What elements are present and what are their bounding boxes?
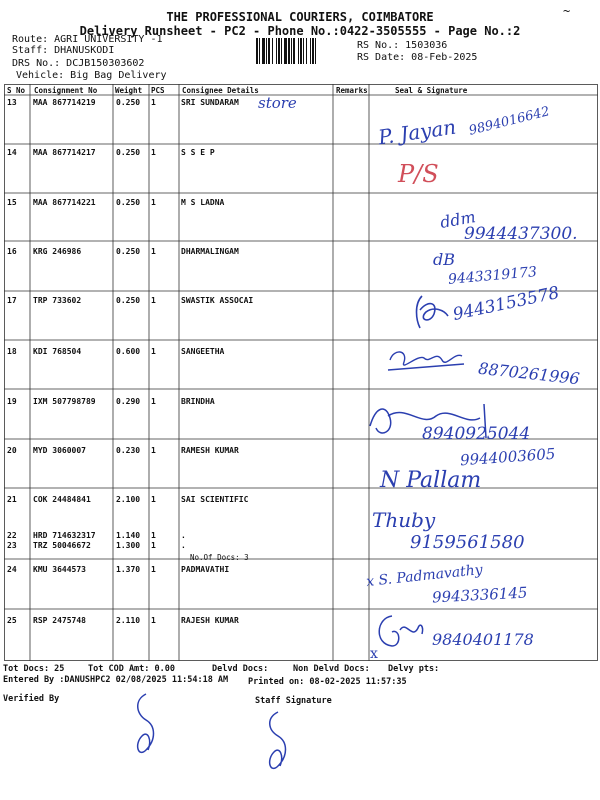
- row-weight: 2.110: [116, 616, 141, 625]
- row-consignment: TRP 733602: [33, 296, 82, 305]
- handwritten-phone: 8870261996: [477, 358, 581, 389]
- row-weight: 0.250: [116, 98, 141, 107]
- row-pcs: 1: [151, 541, 156, 550]
- row-consignee: RAJESH KUMAR: [181, 616, 239, 625]
- row-consignment: KRG 246986: [33, 247, 82, 256]
- handwritten-signature-scribble: [410, 290, 450, 332]
- row-consignee: SAI SCIENTIFIC: [181, 495, 249, 504]
- document-subtitle: Delivery Runsheet - PC2 - Phone No.:0422-3505555 - Page No.:2: [79, 24, 521, 38]
- row-consignee: .: [181, 541, 186, 550]
- handwritten-signature-scribble: [384, 344, 466, 376]
- row-pcs: 1: [151, 531, 156, 540]
- row-weight: 1.140: [116, 531, 141, 540]
- row-weight: 2.100: [116, 495, 141, 504]
- row-pcs: 1: [151, 446, 156, 455]
- corner-pen-mark: ~: [563, 4, 571, 18]
- row-weight: 0.250: [116, 296, 141, 305]
- col-header-consignment: Consignment No: [34, 86, 98, 95]
- handwritten-signature: x S. Padmavathy: [365, 561, 484, 591]
- row-pcs: 1: [151, 397, 156, 406]
- row-consignee: M S LADNA: [181, 198, 225, 207]
- row-sno: 17: [7, 296, 17, 305]
- entered-by: Entered By :DANUSHPC2 02/08/2025 11:54:18 AM: [3, 675, 229, 685]
- handwritten-signature: P. Jayan: [376, 114, 458, 150]
- document-title: THE PROFESSIONAL COURIERS, COIMBATORE: [166, 10, 434, 24]
- handwritten-phone: 9159561580: [410, 532, 525, 553]
- row-weight: 0.250: [116, 247, 141, 256]
- staff-label: Staff: DHANUSKODI: [12, 45, 115, 56]
- row-sno: 25: [7, 616, 17, 625]
- row-consignee: SANGEETHA: [181, 347, 225, 356]
- verified-by-label: Verified By: [3, 694, 60, 704]
- handwritten-signature: N Pallam: [380, 468, 482, 493]
- barcode-image: [256, 38, 350, 64]
- row-consignee: DHARMALINGAM: [181, 247, 239, 256]
- handwritten-store-note: store: [258, 94, 297, 112]
- row-sno: 21: [7, 495, 17, 504]
- row-weight: 0.290: [116, 397, 141, 406]
- handwritten-phone: 9840401178: [432, 630, 534, 649]
- row-sno: 22: [7, 531, 17, 540]
- row-consignment: KDI 768504: [33, 347, 82, 356]
- rs-date: RS Date: 08-Feb-2025: [357, 52, 478, 63]
- row-sno: 13: [7, 98, 17, 107]
- handwritten-phone: 9443153578: [451, 282, 562, 326]
- row-consignment: MYD 3060007: [33, 446, 86, 455]
- row-sno: 14: [7, 148, 17, 157]
- row-pcs: 1: [151, 565, 156, 574]
- row-pcs: 1: [151, 347, 156, 356]
- staff-signature-label: Staff Signature: [255, 696, 332, 706]
- row-sno: 15: [7, 198, 17, 207]
- total-cod-amount: Tot COD Amt: 0.00: [88, 664, 175, 674]
- row-pcs: 1: [151, 247, 156, 256]
- row-consignee: SRI SUNDARAM: [181, 98, 239, 107]
- row-consignee: BRINDHA: [181, 397, 215, 406]
- handwritten-phone: 9443319173: [447, 264, 538, 288]
- row-consignee: PADMAVATHI: [181, 565, 230, 574]
- row-pcs: 1: [151, 198, 156, 207]
- delivered-docs: Delvd Docs:: [212, 664, 269, 674]
- row-pcs: 1: [151, 495, 156, 504]
- row-consignment: MAA 867714221: [33, 198, 96, 207]
- row-consignment: COK 24484841: [33, 495, 91, 504]
- row-sno: 23: [7, 541, 17, 550]
- staff-signature-scribble: [262, 708, 292, 778]
- handwritten-signature: Thuby: [372, 508, 436, 532]
- route-label: Route: AGRI UNIVERSITY -1: [12, 34, 163, 45]
- col-header-weight: Weight: [115, 86, 143, 95]
- row-pcs: 1: [151, 148, 156, 157]
- non-delivered-docs: Non Delvd Docs:: [293, 664, 370, 674]
- row-sno: 20: [7, 446, 17, 455]
- row-sno: 19: [7, 397, 17, 406]
- row-consignee: SWASTIK ASSOCAI: [181, 296, 254, 305]
- row-consignee: S S E P: [181, 148, 215, 157]
- row-weight: 1.370: [116, 565, 141, 574]
- printed-on: Printed on: 08-02-2025 11:57:35: [248, 677, 407, 687]
- verifier-signature-scribble: [130, 690, 160, 762]
- row-consignment: TRZ 50046672: [33, 541, 91, 550]
- handwritten-phone: 9944003605: [459, 444, 556, 470]
- vehicle-label: Vehicle: Big Bag Delivery: [16, 70, 167, 81]
- handwritten-phone: 9943336145: [431, 583, 528, 607]
- handwritten-ps-mark: P/S: [398, 160, 439, 188]
- row-weight: 0.250: [116, 198, 141, 207]
- row-consignment: HRD 714632317: [33, 531, 96, 540]
- row-weight: 1.300: [116, 541, 141, 550]
- delivery-points: Delvy pts:: [388, 664, 440, 674]
- row-sno: 16: [7, 247, 17, 256]
- no-of-docs-note: No.Of Docs: 3: [190, 553, 249, 562]
- row-sno: 18: [7, 347, 17, 356]
- row-consignee: .: [181, 531, 186, 540]
- row-consignment: MAA 867714217: [33, 148, 96, 157]
- row-pcs: 1: [151, 616, 156, 625]
- handwritten-phone: 8940925044: [422, 424, 531, 444]
- row-weight: 0.230: [116, 446, 141, 455]
- col-header-pcs: PCS: [151, 86, 165, 95]
- col-header-consignee: Consignee Details: [182, 86, 259, 95]
- handwritten-signature-scribble: [372, 610, 426, 650]
- row-weight: 0.600: [116, 347, 141, 356]
- row-consignment: MAA 867714219: [33, 98, 96, 107]
- handwritten-signature: dB: [433, 250, 455, 269]
- col-header-remarks: Remarks: [336, 86, 368, 95]
- row-consignment: IXM 507798789: [33, 397, 96, 406]
- drs-number: DRS No.: DCJB150303602: [12, 58, 145, 69]
- row-consignee: RAMESH KUMAR: [181, 446, 239, 455]
- handwritten-signature: ddm: [438, 207, 478, 232]
- col-header-sno: S No: [7, 86, 26, 95]
- row-pcs: 1: [151, 296, 156, 305]
- col-header-seal: Seal & Signature: [395, 86, 468, 95]
- total-docs: Tot Docs: 25: [3, 664, 65, 674]
- row-sno: 24: [7, 565, 17, 574]
- rs-number: RS No.: 1503036: [357, 40, 448, 51]
- row-pcs: 1: [151, 98, 156, 107]
- handwritten-phone: 9944437300.: [464, 224, 578, 244]
- row-consignment: KMU 3644573: [33, 565, 86, 574]
- row-consignment: RSP 2475748: [33, 616, 86, 625]
- handwritten-phone: 9894016642: [467, 104, 552, 139]
- row-weight: 0.250: [116, 148, 141, 157]
- handwritten-x-mark: x: [370, 646, 378, 662]
